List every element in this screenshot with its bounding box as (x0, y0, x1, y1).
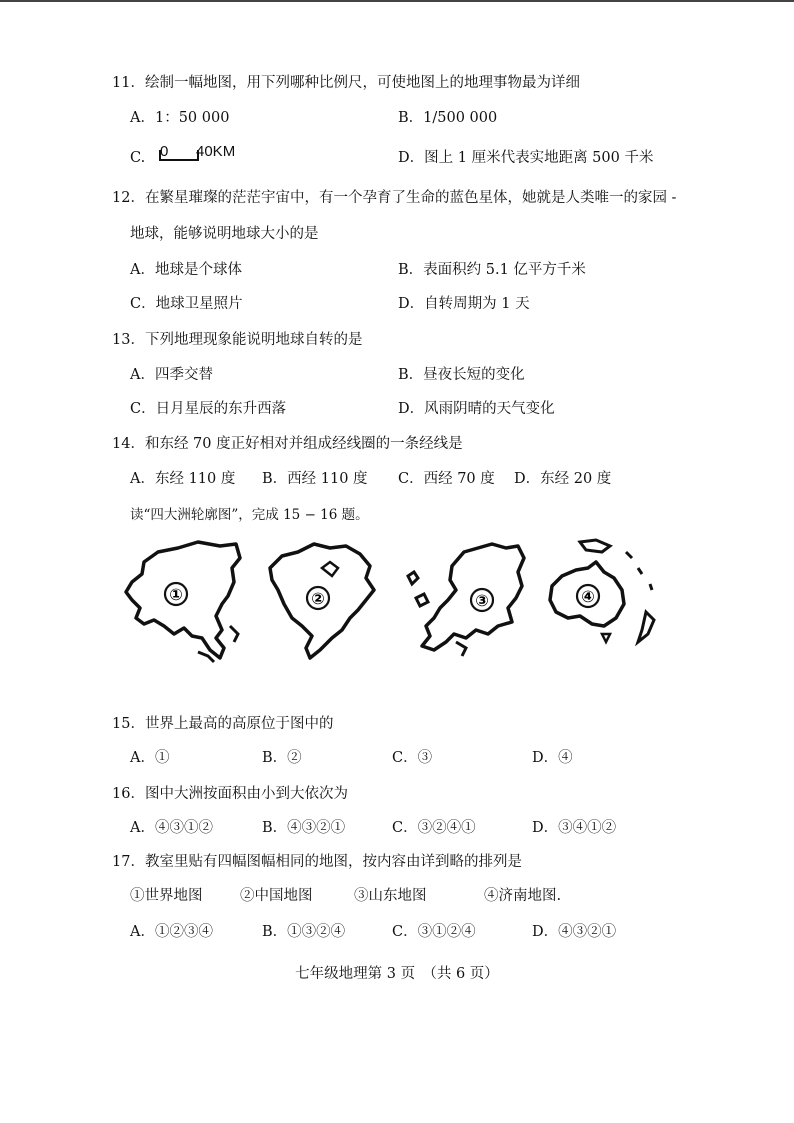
map-label-3: ③ (475, 591, 489, 610)
q14-option-c: C．西经 70 度 (398, 471, 495, 487)
map-label-1: ① (169, 585, 183, 604)
q16-option-c: C．③②④① (392, 820, 476, 836)
q12-option-b: B．表面积约 5.1 亿平方千米 (398, 262, 586, 278)
map-north-america-outline (262, 538, 380, 666)
q12-option-c: C．地球卫星照片 (130, 296, 243, 312)
q17-item-3: ③山东地图 (354, 888, 427, 904)
q17-option-d: D．④③②① (532, 924, 617, 940)
q13-stem: 13．下列地理现象能说明地球自转的是 (112, 332, 363, 348)
q11-option-a: A．1：50 000 (130, 110, 230, 126)
q15-option-a: A．① (130, 750, 170, 766)
page-top-border (0, 0, 794, 2)
q16-option-a: A．④③①② (130, 820, 213, 836)
q11-scale-zero: 0 (160, 143, 169, 160)
q15-option-d: D．④ (532, 750, 573, 766)
q15-option-c: C．③ (392, 750, 433, 766)
q16-stem: 16．图中大洲按面积由小到大依次为 (112, 786, 348, 802)
q11-scale-bar (158, 142, 204, 164)
q15-stem: 15．世界上最高的高原位于图中的 (112, 716, 334, 732)
q17-stem: 17．教室里贴有四幅图幅相同的地图，按内容由详到略的排列是 (112, 854, 522, 870)
q11-option-d: D．图上 1 厘米代表实地距离 500 千米 (398, 150, 654, 166)
q14-option-b: B．西经 110 度 (262, 471, 368, 487)
map-europe-outline (402, 538, 532, 666)
q13-option-a: A．四季交替 (130, 367, 213, 383)
q13-option-d: D．风雨阴晴的天气变化 (398, 401, 555, 417)
continent-outline-maps (112, 538, 672, 668)
map-oceania-outline (542, 538, 672, 666)
q12-option-d: D．自转周期为 1 天 (398, 296, 530, 312)
q11-option-b: B．1/500 000 (398, 110, 498, 126)
q17-item-1: ①世界地图 (130, 888, 203, 904)
q12-stem-line2: 地球，能够说明地球大小的是 (130, 226, 319, 242)
q17-item-4: ④济南地图. (484, 888, 562, 904)
read-intro: 读“四大洲轮廓图”，完成 15 − 16 题。 (130, 507, 369, 523)
q17-option-c: C．③①②④ (392, 924, 476, 940)
q11-stem: 11．绘制一幅地图，用下列哪种比例尺，可使地图上的地理事物最为详细 (112, 75, 580, 91)
q13-option-b: B．昼夜长短的变化 (398, 367, 525, 383)
map-label-2: ② (311, 589, 325, 608)
q11-scale-text: 40KM (196, 143, 236, 160)
q12-stem-line1: 12．在繁星璀璨的茫茫宇宙中，有一个孕育了生命的蓝色星体，她就是人类唯一的家园 - (112, 190, 677, 206)
q17-option-b: B．①③②④ (262, 924, 346, 940)
q14-stem: 14．和东经 70 度正好相对并组成经线圈的一条经线是 (112, 436, 463, 452)
q14-option-d: D．东经 20 度 (514, 471, 612, 487)
q13-option-c: C．日月星辰的东升西落 (130, 401, 287, 417)
q17-option-a: A．①②③④ (130, 924, 213, 940)
map-asia-outline (118, 538, 248, 666)
q11-option-c-prefix: C. (130, 150, 146, 166)
q14-option-a: A．东经 110 度 (130, 471, 236, 487)
page-footer: 七年级地理第 3 页 （共 6 页） (295, 966, 499, 982)
q17-item-2: ②中国地图 (240, 888, 313, 904)
q16-option-b: B．④③②① (262, 820, 346, 836)
map-label-4: ④ (581, 587, 595, 606)
q12-option-a: A．地球是个球体 (130, 262, 242, 278)
q15-option-b: B．② (262, 750, 302, 766)
q16-option-d: D．③④①② (532, 820, 617, 836)
